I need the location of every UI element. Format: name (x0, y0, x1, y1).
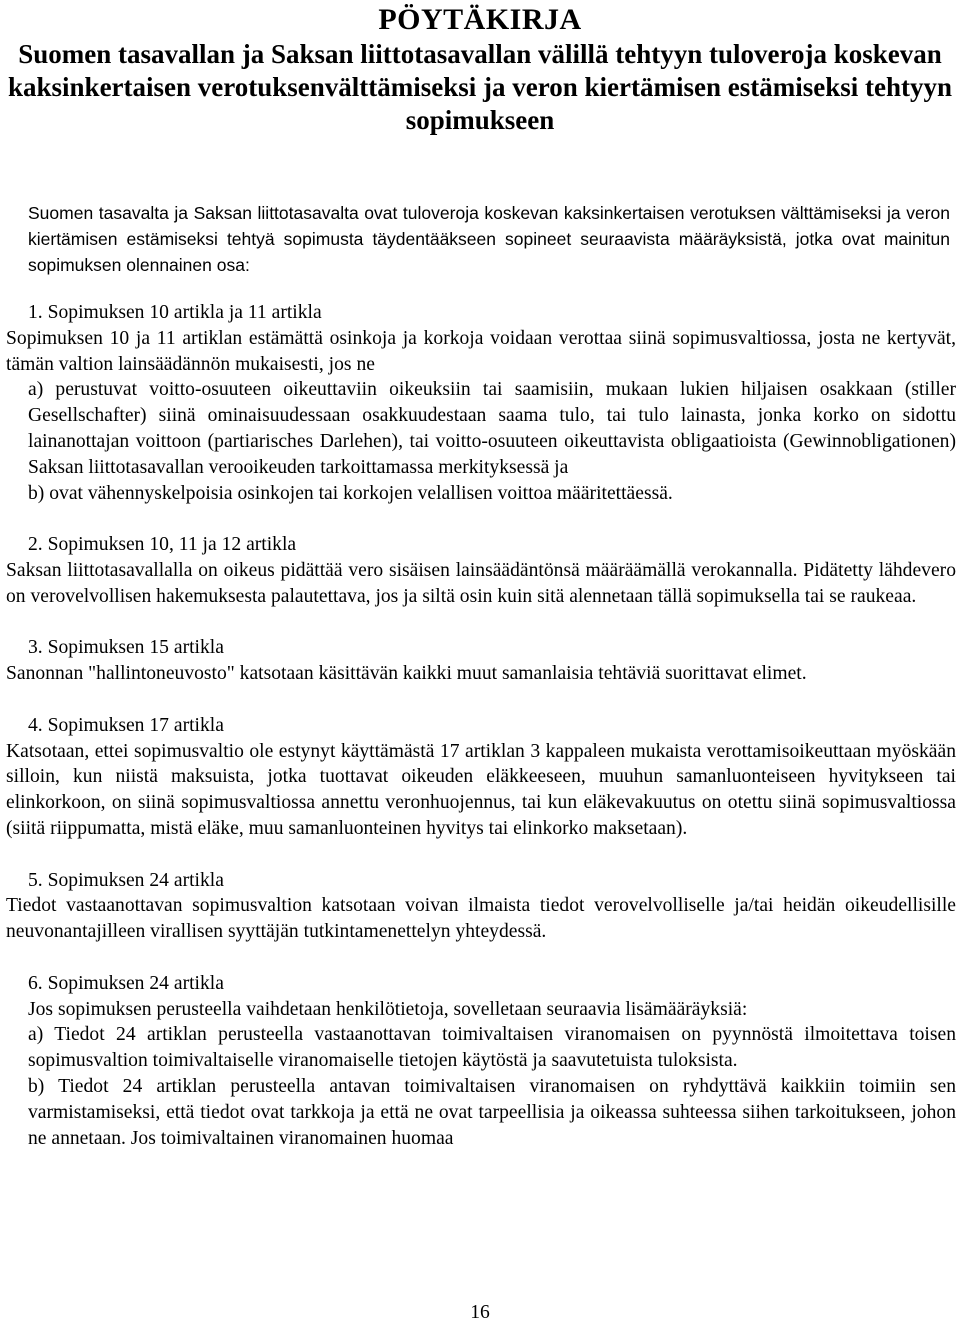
document-title: PÖYTÄKIRJA (378, 3, 582, 36)
section-paragraph: Sanonnan "hallintoneuvosto" katsotaan käsittävän kaikki muut samanlaisia tehtäviä suorittavat elimet. (6, 663, 807, 685)
section-2 (6, 532, 956, 609)
intro-paragraph (28, 200, 950, 278)
section-5 (6, 868, 956, 945)
section-paragraph: Sopimuksen 10 ja 11 artiklan estämättä osinkoja ja korkoja voidaan verottaa siinä sopimusvaltiossa, josta ne kertyvät, tämän valtion lainsäädännön mukaisesti, jos ne (6, 327, 956, 375)
section-heading: 4. Sopimuksen 17 artikla (28, 714, 224, 736)
section-4 (6, 713, 956, 842)
intro-text: Suomen tasavalta ja Saksan liittotasavalta ovat tuloveroja koskevan kaksinkertaisen verotuksen välttämiseksi ja veron kiertämisen estämiseksi tehtyä sopimusta täydentääkseen sopineet seuraavista määräyksistä, jotka ovat mainitun sopimuksen olennainen osa: (28, 203, 950, 275)
section-paragraph: Katsotaan, ettei sopimusvaltio ole estynyt käyttämästä 17 artiklan 3 kappaleen mukaista verottamisoikeuttaan myöskään silloin, kun niistä maksuista, jotka tuottavat oikeuden eläkkeeseen, muuhun samanluonteiseen hyvitykseen tai elinkorkoon, on siinä sopimusvaltiossa annettu veronhuojennus, tai kun eläkevakuutus on otettu siinä sopimusvaltiossa (siitä riippumatta, mistä eläke, muu samanluonteinen hyvitys tai elinkorko maksetaan). (6, 740, 956, 839)
section-heading: 5. Sopimuksen 24 artikla (28, 869, 224, 891)
section-heading: 2. Sopimuksen 10, 11 ja 12 artikla (28, 534, 297, 556)
section-paragraph: Jos sopimuksen perusteella vaihdetaan henkilötietoja, sovelletaan seuraavia lisämääräyksiä: (28, 998, 748, 1020)
section-paragraph: Tiedot vastaanottavan sopimusvaltion katsotaan voivan ilmaista tiedot verovelvolliselle ja/tai heidän oikeudellisille neuvonantajilleen virallisen syyttäjän tutkintamenettelyn yhteydessä. (6, 895, 956, 943)
section-paragraph: a) Tiedot 24 artiklan perusteella vastaanottavan toimivaltaisen viranomaisen on pyynnöstä ilmoitettava toisen sopimusvaltion toimivaltaiselle viranomaiselle tietojen käytöstä ja saavutetuista tuloksista. (28, 1024, 956, 1072)
section-paragraph: b) Tiedot 24 artiklan perusteella antavan toimivaltaisen viranomaisen on ryhdyttävä kaikkiin toimiin sen varmistamiseksi, että tiedot ovat tarkkoja ja että ne ovat tarpeellisia ja oikeassa suhteessa siihen tarkoitukseen, johon ne annetaan. Jos toimivaltainen viranomainen huomaa (28, 1075, 956, 1149)
section-1 (6, 300, 956, 506)
section-paragraph: a) perustuvat voitto-osuuteen oikeuttaviin oikeuksiin tai saamisiin, mukaan lukien hiljaisen osakkaan (stiller Gesellschafter) siinä ominaisuudessaan osakkuudestaan saama tulo, tai tulo lainasta, jonka korko on sidottu lainanottajan voittoon (partiarisches Darlehen), tai voitto-osuuteen oikeuttavista obligaatioista (Gewinnobligationen) Saksan liittotasavallan verooikeuden tarkoittamassa merkityksessä ja (28, 379, 956, 478)
section-heading: 1. Sopimuksen 10 artikla ja 11 artikla (28, 302, 322, 323)
section-paragraph: Saksan liittotasavallalla on oikeus pidättää vero sisäisen lainsäädäntönsä määräämällä verokannalla. Pidätetty lähdevero on verovelvollisen hakemuksesta palautettava, jos ja siltä osin kuin sitä alennetaan tällä sopimuksella tai se raukeaa. (6, 559, 956, 607)
section-heading: 3. Sopimuksen 15 artikla (28, 637, 224, 659)
section-heading: 6. Sopimuksen 24 artikla (28, 972, 224, 994)
document-body (6, 300, 956, 1177)
document-subtitle: Suomen tasavallan ja Saksan liittotasavallan välillä tehtyyn tuloveroja koskevan kaksinkertaisen verotuksenvälttämiseksi ja veron kiertämisen estämiseksi tehtyyn sopimukseen (8, 39, 952, 135)
section-6 (6, 971, 956, 1152)
section-paragraph: b) ovat vähennyskelpoisia osinkojen tai korkojen velallisen voittoa määritettäessä. (28, 482, 673, 504)
page-number: 16 (470, 1302, 490, 1323)
section-3 (6, 635, 956, 687)
title-block (4, 2, 956, 137)
